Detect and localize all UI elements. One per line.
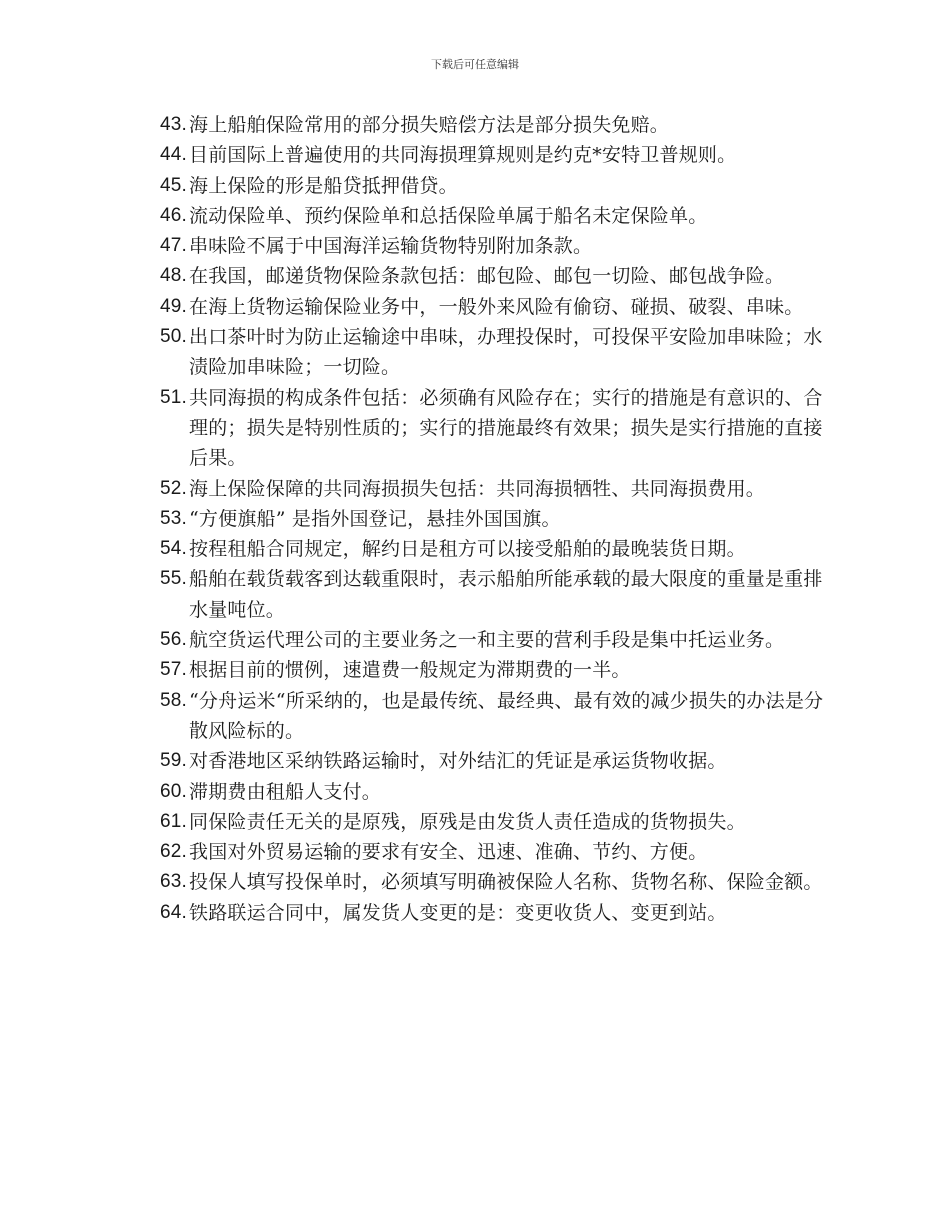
item-text: 滞期费由租船人支付。 [189,780,382,803]
item-text: 在我国，邮递货物保险条款包括：邮包险、邮包一切险、邮包战争险。 [189,265,785,288]
item-number: 54. [160,538,188,560]
item-number: 56. [160,629,188,651]
item-number: 49. [160,295,188,317]
item-number: 50. [160,326,188,348]
list-item [160,746,830,776]
item-number: 64. [160,901,188,923]
list-item [160,534,830,564]
item-number: 62. [160,841,188,863]
item-text: 我国对外贸易运输的要求有安全、迅速、准确、节约、方便。 [189,841,708,864]
list-item [160,655,830,685]
item-number: 47. [160,235,188,257]
item-number: 55. [160,568,188,590]
list-item [160,807,830,837]
list-item [160,201,830,231]
item-number: 44. [160,144,188,166]
item-text: “分舟运米“所采纳的，也是最传统、最经典、最有效的减少损失的办法是分散风险标的。 [189,689,824,742]
list-item [160,383,830,474]
list-item [160,867,830,897]
item-text: 出口茶叶时为防止运输途中串味，办理投保时，可投保平安险加串味险；水渍险加串味险；一切险。 [189,326,823,379]
item-text: 目前国际上普遍使用的共同海损理算规则是约克*安特卫普规则。 [189,144,737,167]
list-item [160,140,830,170]
item-text: 海上保险的形是船贷抵押借贷。 [189,174,458,197]
list-item [160,837,830,867]
item-text: 对香港地区采纳铁路运输时，对外结汇的凭证是承运货物收据。 [189,750,727,773]
item-number: 63. [160,871,188,893]
item-number: 58. [160,689,188,711]
page-header: 下载后可任意编辑 [431,58,519,71]
list-item [160,261,830,291]
item-text: 按程租船合同规定，解约日是租方可以接受船舶的最晚装货日期。 [189,538,746,561]
list-item [160,171,830,201]
item-text: 投保人填写投保单时，必须填写明确被保险人名称、货物名称、保险金额。 [189,871,823,894]
item-number: 51. [160,386,188,408]
item-text: 同保险责任无关的是原残，原残是由发货人责任造成的货物损失。 [189,810,746,833]
item-number: 46. [160,204,188,226]
list-item [160,292,830,322]
item-text: 串味险不属于中国海洋运输货物特别附加条款。 [189,235,593,258]
item-text: “方便旗船” 是指外国登记，悬挂外国国旗。 [189,507,561,530]
item-number: 61. [160,810,188,832]
list-item [160,625,830,655]
item-number: 59. [160,750,188,772]
item-text: 在海上货物运输保险业务中，一般外来风险有偷窃、碰损、破裂、串味。 [189,295,804,318]
item-text: 铁路联运合同中，属发货人变更的是：变更收货人、变更到站。 [189,901,727,924]
item-number: 43. [160,114,188,135]
list-item [160,474,830,504]
item-text: 共同海损的构成条件包括：必须确有风险存在；实行的措施是有意识的、合理的；损失是特别性质的；实行的措施最终有效果；损失是实行措施的直接后果。 [189,386,823,470]
item-number: 52. [160,477,188,499]
list-item [160,686,830,747]
list-item [160,898,830,928]
item-text: 海上船舶保险常用的部分损失赔偿方法是部分损失免赔。 [189,114,670,136]
list-item [160,322,830,383]
item-number: 45. [160,174,188,196]
item-number: 48. [160,265,188,287]
item-number: 60. [160,780,188,802]
item-text: 海上保险保障的共同海损损失包括：共同海损牺牲、共同海损费用。 [189,477,766,500]
item-number: 53. [160,507,188,529]
list-item [160,231,830,261]
item-number: 57. [160,659,188,681]
list-item [160,777,830,807]
item-text: 航空货运代理公司的主要业务之一和主要的营利手段是集中托运业务。 [189,629,785,652]
list-item [160,564,830,625]
item-text: 流动保险单、预约保险单和总括保险单属于船名未定保险单。 [189,204,708,227]
item-text: 船舶在载货载客到达载重限时，表示船舶所能承载的最大限度的重量是重排水量吨位。 [189,568,823,621]
question-list [160,110,830,928]
list-item [160,504,830,534]
item-text: 根据目前的惯例，速遣费一般规定为滞期费的一半。 [189,659,631,682]
list-item [160,110,830,140]
